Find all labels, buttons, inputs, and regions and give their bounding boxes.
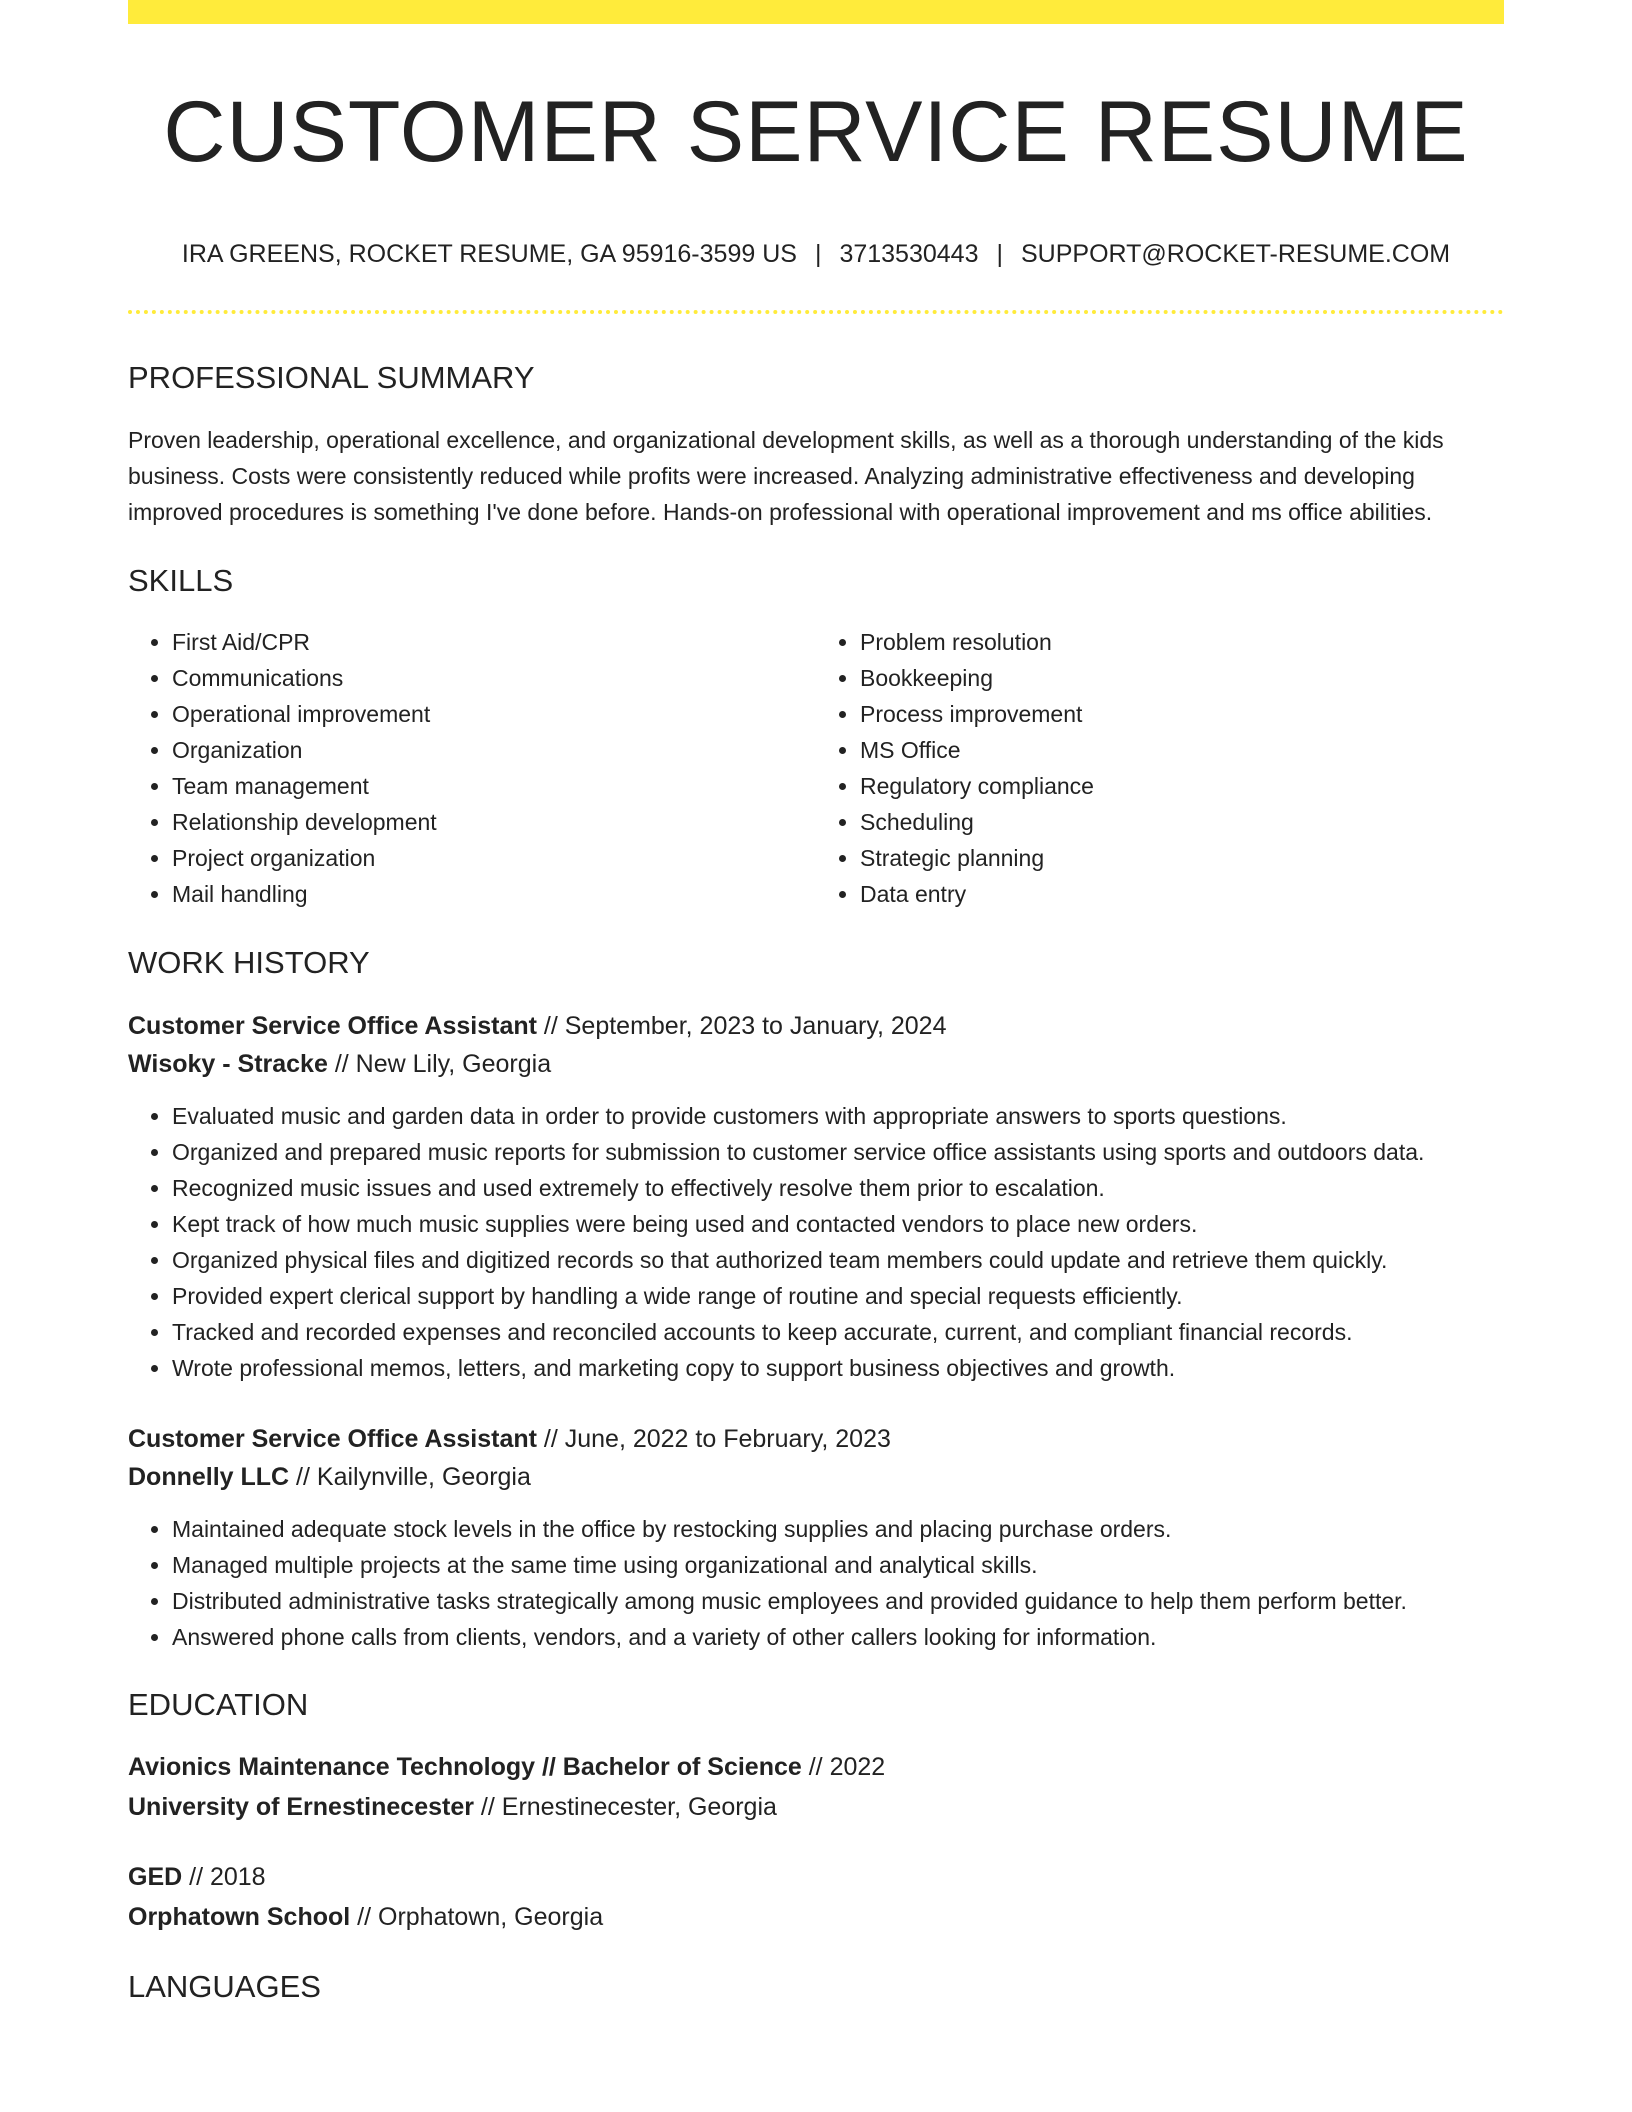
degree-line bbox=[128, 1857, 1504, 1897]
skill-item: • Problem resolution bbox=[860, 624, 1504, 660]
skill-item: • Communications bbox=[172, 660, 816, 696]
degree-line bbox=[128, 1747, 1504, 1787]
education-entry bbox=[128, 1857, 1504, 1937]
job-bullets bbox=[128, 1098, 1504, 1386]
degree-year: // 2018 bbox=[182, 1863, 266, 1891]
job-title-line bbox=[128, 1420, 1504, 1458]
degree-name: Avionics Maintenance Technology // Bachelor of Science bbox=[128, 1753, 802, 1781]
job-bullets bbox=[128, 1511, 1504, 1655]
school-location: // Ernestinecester, Georgia bbox=[473, 1793, 777, 1821]
company-name: Donnelly LLC bbox=[128, 1463, 290, 1491]
skill-item: • Data entry bbox=[860, 876, 1504, 912]
company-line bbox=[128, 1045, 1504, 1083]
job-bullet: • Maintained adequate stock levels in the office by restocking supplies and placing purchase orders. bbox=[172, 1511, 1504, 1547]
skills-list-left bbox=[128, 624, 816, 912]
company-line bbox=[128, 1458, 1504, 1496]
school-line bbox=[128, 1787, 1504, 1827]
resume-title: CUSTOMER SERVICE RESUME bbox=[163, 84, 1469, 180]
school-name: Orphatown School bbox=[128, 1903, 351, 1931]
job-dates: // September, 2023 to January, 2024 bbox=[536, 1012, 947, 1040]
degree-year: // 2022 bbox=[801, 1753, 886, 1781]
job-bullet: • Provided expert clerical support by handling a wide range of routine and special requests efficiently. bbox=[172, 1278, 1504, 1314]
job-bullet: • Wrote professional memos, letters, and marketing copy to support business objectives and growth. bbox=[172, 1350, 1504, 1386]
skill-item: • Organization bbox=[172, 732, 816, 768]
skills-list-right bbox=[816, 624, 1504, 912]
languages-heading: LANGUAGES bbox=[128, 1969, 321, 2004]
school-location: // Orphatown, Georgia bbox=[350, 1903, 604, 1931]
degree-name: GED bbox=[128, 1863, 183, 1891]
job-title: Customer Service Office Assistant bbox=[128, 1012, 537, 1040]
company-location: // New Lily, Georgia bbox=[327, 1050, 552, 1078]
job-bullet: • Tracked and recorded expenses and reconciled accounts to keep accurate, current, and compliant financial records. bbox=[172, 1314, 1504, 1350]
skill-item: • Project organization bbox=[172, 840, 816, 876]
work-history-heading: WORK HISTORY bbox=[128, 945, 370, 980]
job-bullet: • Kept track of how much music supplies were being used and contacted vendors to place new orders. bbox=[172, 1206, 1504, 1242]
job-bullet: • Organized physical files and digitized records so that authorized team members could update and retrieve them quickly. bbox=[172, 1242, 1504, 1278]
job-bullet: • Managed multiple projects at the same time using organizational and analytical skills. bbox=[172, 1547, 1504, 1583]
job-title: Customer Service Office Assistant bbox=[128, 1425, 537, 1453]
contact-phone: 3713530443 bbox=[839, 240, 979, 268]
school-name: University of Ernestinecester bbox=[128, 1793, 474, 1821]
company-name: Wisoky - Stracke bbox=[128, 1050, 328, 1078]
skill-item: • First Aid/CPR bbox=[172, 624, 816, 660]
skill-item: • Regulatory compliance bbox=[860, 768, 1504, 804]
contact-email: SUPPORT@ROCKET-RESUME.COM bbox=[1020, 240, 1451, 268]
contact-line bbox=[128, 237, 1504, 271]
job-bullet: • Organized and prepared music reports for submission to customer service office assistants using sports and outdoors data. bbox=[172, 1134, 1504, 1170]
job-title-line bbox=[128, 1007, 1504, 1045]
job-bullet: • Evaluated music and garden data in order to provide customers with appropriate answers to sports questions. bbox=[172, 1098, 1504, 1134]
job-entry bbox=[128, 1007, 1504, 1386]
company-location: // Kailynville, Georgia bbox=[289, 1463, 531, 1491]
job-bullet: • Answered phone calls from clients, vendors, and a variety of other callers looking for information. bbox=[172, 1619, 1504, 1655]
education-heading: EDUCATION bbox=[128, 1687, 309, 1722]
skill-item: • MS Office bbox=[860, 732, 1504, 768]
summary-heading: PROFESSIONAL SUMMARY bbox=[128, 360, 535, 395]
skill-item: • Bookkeeping bbox=[860, 660, 1504, 696]
skills-columns bbox=[128, 624, 1504, 912]
skill-item: • Operational improvement bbox=[172, 696, 816, 732]
skill-item: • Relationship development bbox=[172, 804, 816, 840]
job-entry bbox=[128, 1420, 1504, 1655]
contact-address: IRA GREENS, ROCKET RESUME, GA 95916-3599 US bbox=[181, 240, 797, 268]
skill-item: • Scheduling bbox=[860, 804, 1504, 840]
education-entry bbox=[128, 1747, 1504, 1827]
skills-heading: SKILLS bbox=[128, 563, 234, 598]
contact-separator: | bbox=[996, 240, 1003, 268]
job-bullet: • Recognized music issues and used extremely to effectively resolve them prior to escalation. bbox=[172, 1170, 1504, 1206]
skill-item: • Strategic planning bbox=[860, 840, 1504, 876]
job-bullet: • Distributed administrative tasks strategically among music employees and provided guidance to help them perform better. bbox=[172, 1583, 1504, 1619]
top-accent-bar bbox=[128, 0, 1504, 24]
resume-page bbox=[128, 0, 1504, 2007]
summary-text: Proven leadership, operational excellence, and organizational development skills, as well as a thorough understanding of the kids business. Costs were consistently reduced while profits were increased. Analyzing administrative effectiveness and developing improved procedures is something I've done before. Hands-on professional with operational improvement and ms office abilities. bbox=[128, 427, 1444, 525]
skill-item: • Team management bbox=[172, 768, 816, 804]
school-line bbox=[128, 1897, 1504, 1937]
dotted-divider bbox=[128, 310, 1504, 314]
job-dates: // June, 2022 to February, 2023 bbox=[536, 1425, 891, 1453]
skill-item: • Mail handling bbox=[172, 876, 816, 912]
contact-separator: | bbox=[814, 240, 822, 268]
skill-item: • Process improvement bbox=[860, 696, 1504, 732]
